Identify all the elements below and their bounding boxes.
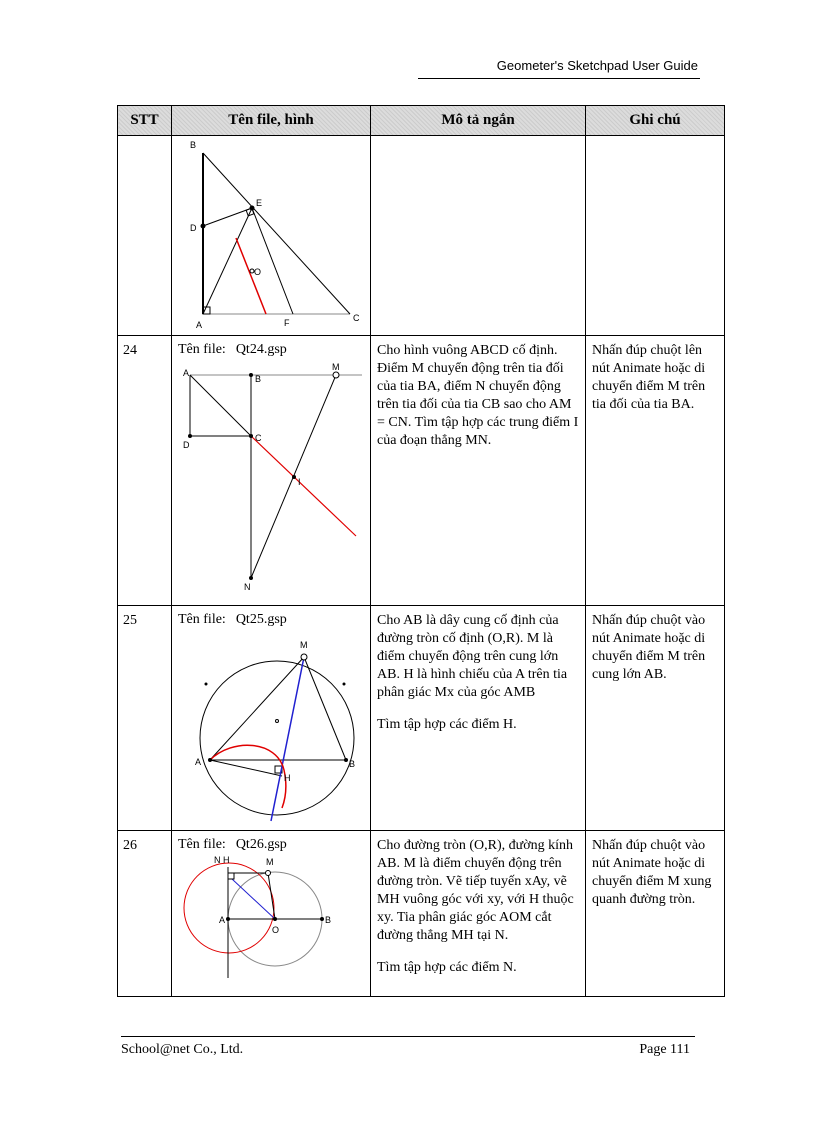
point-o xyxy=(273,917,277,921)
figure-qt24 xyxy=(172,358,371,598)
segment-am xyxy=(210,657,304,760)
point-b xyxy=(344,758,348,762)
figure-label: C xyxy=(353,313,360,323)
footer-divider xyxy=(121,1036,695,1037)
right-angle-mark xyxy=(228,873,234,879)
description-cell: Cho AB là dây cung cố định của đường tròn cố định (O,R). M là điểm chuyển động trên cung lớn AB. H là hình chiếu của A trên tia phân giác Mx của góc AMB Tìm tập hợp các điểm H. xyxy=(371,606,586,831)
figure-label: I xyxy=(298,477,301,487)
figure-label: M xyxy=(300,640,308,650)
figure-label: A xyxy=(219,915,226,925)
stt-cell: 25 xyxy=(118,606,172,831)
figure-label: O xyxy=(272,925,280,935)
table-row xyxy=(118,606,725,831)
footer-page-number: Page 111 xyxy=(639,1042,690,1057)
note-cell xyxy=(586,136,725,336)
table-row xyxy=(118,336,725,606)
figure-label: N xyxy=(244,582,251,592)
note-cell: Nhấn đúp chuột lên nút Animate hoặc di chuyển điểm M trên tia đối của tia BA. xyxy=(586,336,725,606)
file-name-line: Tên file: Qt24.gsp xyxy=(178,342,287,357)
table-row xyxy=(118,831,725,997)
locus-line xyxy=(251,436,356,536)
description-cell xyxy=(371,136,586,336)
figure-label: A xyxy=(183,368,190,378)
figure-label: H xyxy=(223,855,230,865)
description-cell: Cho hình vuông ABCD cố định. Điểm M chuyển động trên tia đối của tia BA, điểm N chuyển động trên tia đối của tia CB sao cho AM = CN. Tìm tập hợp các trung điểm I của đoạn thẳng MN. xyxy=(371,336,586,606)
figure-label: B xyxy=(190,140,197,150)
segment-mb xyxy=(304,657,346,760)
figure-cell xyxy=(172,136,371,336)
figure-label: E xyxy=(256,198,263,208)
figure-label: A xyxy=(195,757,202,767)
column-header-file: Tên file, hình xyxy=(172,106,371,136)
point-marker xyxy=(343,683,346,686)
figure-label: B xyxy=(325,915,332,925)
locus-line xyxy=(236,238,266,314)
figure-label: B xyxy=(255,374,262,384)
segment-ef xyxy=(252,208,293,314)
point-b xyxy=(320,917,324,921)
figure-label: M xyxy=(266,857,274,867)
bisector-on xyxy=(232,879,275,919)
point-b xyxy=(249,373,253,377)
figure-label: F xyxy=(284,318,290,328)
figure-label: D xyxy=(190,223,197,233)
figure-label: A xyxy=(196,320,203,330)
figure-cell xyxy=(172,606,371,831)
figure-label: D xyxy=(183,440,190,450)
figure-label: B xyxy=(349,759,356,769)
stt-cell xyxy=(118,136,172,336)
file-name-line: Tên file: Qt26.gsp xyxy=(178,837,287,852)
figure-cell xyxy=(172,831,371,997)
figure-label: N xyxy=(214,855,221,865)
point-m xyxy=(266,871,271,876)
point-c xyxy=(249,434,253,438)
table-row xyxy=(118,136,725,336)
column-header-description: Mô tả ngắn xyxy=(371,106,586,136)
file-name-line: Tên file: Qt25.gsp xyxy=(178,612,287,627)
note-cell: Nhấn đúp chuột vào nút Animate hoặc di chuyển điểm M trên cung lớn AB. xyxy=(586,606,725,831)
point-n xyxy=(249,576,253,580)
point-marker xyxy=(205,683,208,686)
table-header-row xyxy=(118,106,725,136)
note-cell: Nhấn đúp chuột vào nút Animate hoặc di chuyển điểm M xung quanh đường tròn. xyxy=(586,831,725,997)
locus-examples-table xyxy=(117,105,725,997)
figure-label: H xyxy=(284,773,291,783)
point-i xyxy=(292,475,296,479)
point-a xyxy=(226,917,230,921)
locus-arc xyxy=(210,745,286,808)
point-o xyxy=(276,720,279,723)
header-divider xyxy=(418,78,700,79)
footer-company: School@net Co., Ltd. xyxy=(121,1042,244,1057)
point-m xyxy=(333,372,339,378)
point-a xyxy=(208,758,212,762)
stt-cell: 24 xyxy=(118,336,172,606)
point-d xyxy=(188,434,192,438)
segment-ah xyxy=(210,760,282,776)
point-m xyxy=(301,654,307,660)
point-e xyxy=(250,206,255,211)
figure-cell xyxy=(172,336,371,606)
description-cell: Cho đường tròn (O,R), đường kính AB. M là điểm chuyển động trên đường tròn. Vẽ tiếp tuyến xAy, vẽ MH vuông góc với xy, với H thuộc xy. Tia phân giác góc AOM cắt đường thẳng MH tại N. Tìm tập hợp các điểm N. xyxy=(371,831,586,997)
figure-label: O xyxy=(254,267,262,277)
point-d xyxy=(201,224,206,229)
running-header-title: Geometer's Sketchpad User Guide xyxy=(496,58,698,73)
figure-qt25 xyxy=(172,628,371,828)
segment-bc xyxy=(203,153,350,314)
figure-qt26 xyxy=(172,853,371,993)
figure-label: C xyxy=(255,433,262,443)
stt-cell: 26 xyxy=(118,831,172,997)
bisector-mx xyxy=(271,657,304,821)
figure-continuation xyxy=(172,136,371,334)
column-header-note: Ghi chú xyxy=(586,106,725,136)
figure-label: M xyxy=(332,362,340,372)
segment-ac xyxy=(190,375,251,436)
right-angle-mark xyxy=(203,307,210,314)
column-header-stt: STT xyxy=(118,106,172,136)
segment-om xyxy=(268,873,275,919)
